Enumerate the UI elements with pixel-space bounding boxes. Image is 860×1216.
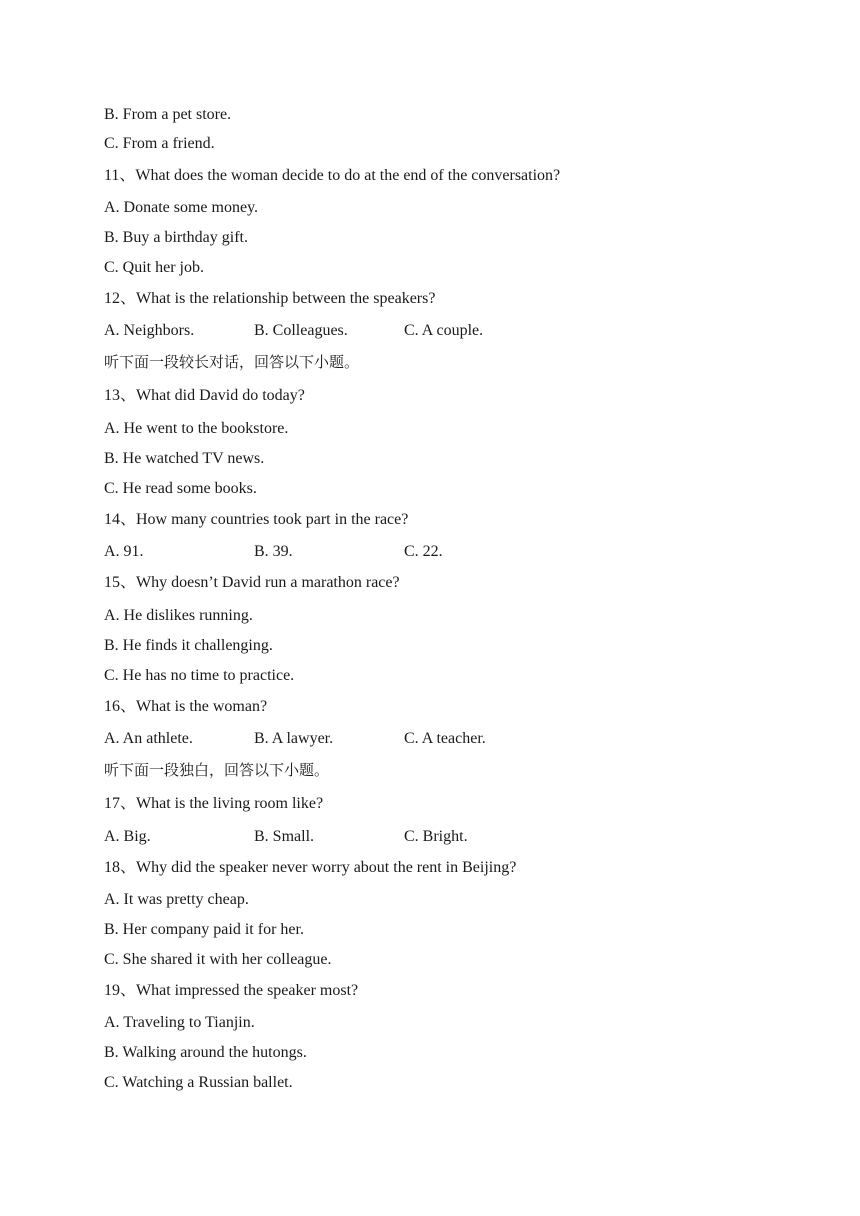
q18-option-a: A. It was pretty cheap. [104,891,249,908]
question-14: 14、How many countries took part in the race? [104,511,409,528]
q17-option-a: A. Big. [104,828,151,845]
q14-option-b: B. 39. [254,543,293,560]
q11-option-b: B. Buy a birthday gift. [104,229,248,246]
question-11: 11、What does the woman decide to do at the end of the conversation? [104,167,561,184]
q17-option-b: B. Small. [254,828,315,845]
q14-option-a: A. 91. [104,543,144,560]
q19-option-a: A. Traveling to Tianjin. [104,1014,255,1031]
q16-option-a: A. An athlete. [104,730,193,747]
q11-option-c: C. Quit her job. [104,259,204,276]
q10-option-b: B. From a pet store. [104,106,232,123]
q15-option-a: A. He dislikes running. [104,607,253,624]
question-15: 15、Why doesn’t David run a marathon race? [104,574,400,591]
q13-option-b: B. He watched TV news. [104,450,265,467]
question-16: 16、What is the woman? [104,698,268,715]
question-19: 19、What impressed the speaker most? [104,982,359,999]
question-18: 18、Why did the speaker never worry about the rent in Beijing? [104,859,517,876]
q15-option-b: B. He finds it challenging. [104,637,273,654]
question-17: 17、What is the living room like? [104,795,324,812]
q12-option-c: C. A couple. [404,322,484,339]
section-instruction-long-dialogue: 听下面一段较长对话，回答以下小题。 [104,353,360,371]
q17-option-c: C. Bright. [404,828,468,845]
question-12: 12、What is the relationship between the speakers? [104,290,436,307]
section-instruction-monologue: 听下面一段独白，回答以下小题。 [104,761,330,779]
q10-option-c: C. From a friend. [104,135,215,152]
q12-option-a: A. Neighbors. [104,322,195,339]
q16-option-c: C. A teacher. [404,730,486,747]
q16-option-b: B. A lawyer. [254,730,334,747]
q18-option-b: B. Her company paid it for her. [104,921,304,938]
q15-option-c: C. He has no time to practice. [104,667,295,684]
q13-option-a: A. He went to the bookstore. [104,420,289,437]
q11-option-a: A. Donate some money. [104,199,259,216]
question-13: 13、What did David do today? [104,387,305,404]
q19-option-c: C. Watching a Russian ballet. [104,1074,293,1091]
q18-option-c: C. She shared it with her colleague. [104,951,332,968]
q13-option-c: C. He read some books. [104,480,257,497]
q12-option-b: B. Colleagues. [254,322,348,339]
q19-option-b: B. Walking around the hutongs. [104,1044,307,1061]
q14-option-c: C. 22. [404,543,443,560]
